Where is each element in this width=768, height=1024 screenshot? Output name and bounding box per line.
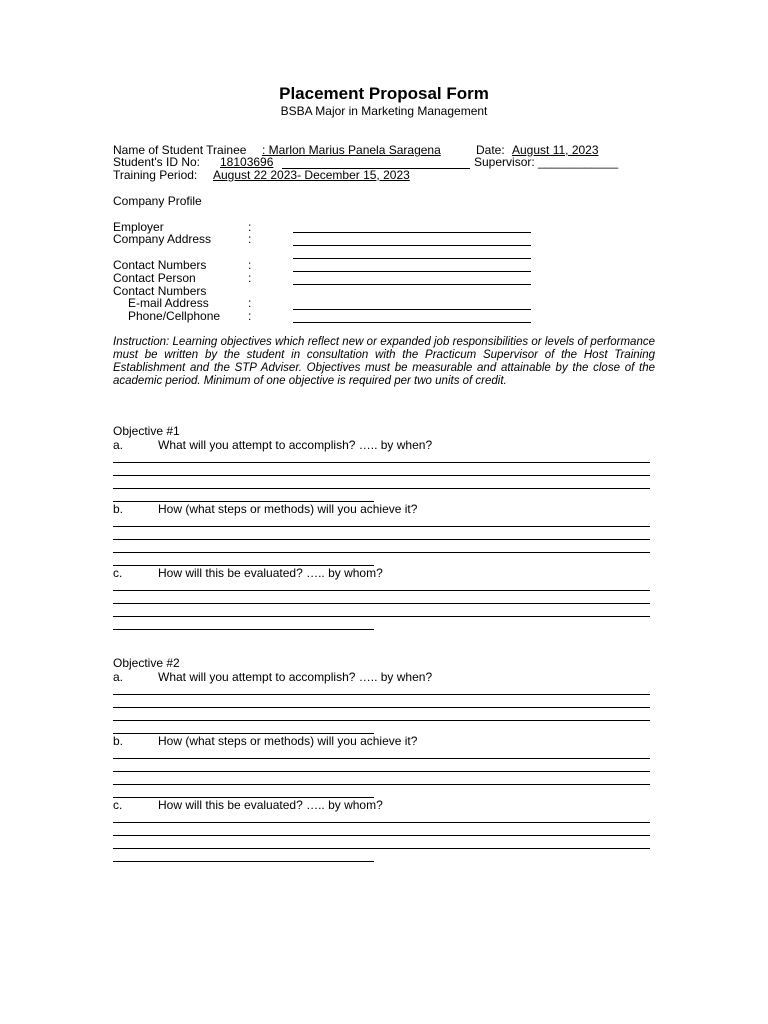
training-period-value: August 22 2023- December 15, 2023 bbox=[213, 168, 410, 182]
objective-1-c-answer-line[interactable] bbox=[113, 590, 650, 591]
objective-2-a-answer-line[interactable] bbox=[113, 707, 650, 708]
objective-2-b-letter: b. bbox=[113, 734, 124, 748]
date-label: Date: bbox=[476, 143, 505, 157]
employer-field-line[interactable] bbox=[293, 232, 531, 233]
objective-1-c-letter: c. bbox=[113, 566, 123, 580]
contact-numbers-label: Contact Numbers bbox=[113, 258, 207, 272]
training-period-label: Training Period: bbox=[113, 168, 198, 182]
objective-1-b-question: How (what steps or methods) will you achieve it? bbox=[158, 502, 418, 516]
company-address-field-line-2[interactable] bbox=[293, 258, 531, 259]
contact-person-colon: : bbox=[248, 271, 252, 285]
objective-1-c-answer-line[interactable] bbox=[113, 603, 650, 604]
company-address-label: Company Address bbox=[113, 232, 212, 246]
objective-2-c-answer-line[interactable] bbox=[113, 861, 374, 862]
company-address-colon: : bbox=[248, 232, 252, 246]
objective-1-c-answer-line[interactable] bbox=[113, 629, 374, 630]
supervisor-label: Supervisor: ____________ bbox=[474, 155, 619, 169]
objective-2-heading: Objective #2 bbox=[113, 656, 180, 670]
instruction-paragraph: Instruction: Learning objectives which reflect new or expanded job responsibilities or levels of performance must be written by the student in consultation with the Practicum Supervisor of the Host Training Establishment and the STP Adviser. Objectives must be measurable and attainable by the close of the academic period. Minimum of one objective is required per two units of credit. bbox=[113, 336, 655, 387]
objective-2-a-answer-line[interactable] bbox=[113, 720, 650, 721]
employer-colon: : bbox=[248, 220, 252, 234]
objective-2-b-answer-line[interactable] bbox=[113, 771, 650, 772]
page-subtitle: BSBA Major in Marketing Management bbox=[280, 104, 488, 118]
page-title: Placement Proposal Form bbox=[279, 84, 489, 103]
objective-1-b-answer-line[interactable] bbox=[113, 552, 650, 553]
contact-person-field-line[interactable] bbox=[293, 284, 531, 285]
contact-person-label: Contact Person bbox=[113, 271, 196, 285]
company-address-field-line[interactable] bbox=[293, 245, 531, 246]
objective-1-c-question: How will this be evaluated? ….. by whom? bbox=[158, 566, 383, 580]
objective-2-c-answer-line[interactable] bbox=[113, 848, 650, 849]
date-value: August 11, 2023 bbox=[512, 143, 599, 157]
contact-numbers-2-label: Contact Numbers bbox=[113, 284, 207, 298]
objective-2-c-answer-line[interactable] bbox=[113, 822, 650, 823]
objective-1-b-letter: b. bbox=[113, 502, 124, 516]
phone-colon: : bbox=[248, 309, 252, 323]
objective-1-c-answer-line[interactable] bbox=[113, 616, 650, 617]
email-colon: : bbox=[248, 296, 252, 310]
objective-1-b-answer-line[interactable] bbox=[113, 526, 650, 527]
objective-1-a-answer-line[interactable] bbox=[113, 462, 650, 463]
objective-1-a-answer-line[interactable] bbox=[113, 488, 650, 489]
phone-label: Phone/Cellphone bbox=[128, 309, 221, 323]
student-id-label: Student's ID No: bbox=[113, 155, 200, 169]
company-profile-label: Company Profile bbox=[113, 194, 202, 208]
objective-2-b-answer-line[interactable] bbox=[113, 758, 650, 759]
objective-2-c-answer-line[interactable] bbox=[113, 835, 650, 836]
objective-2-b-answer-line[interactable] bbox=[113, 784, 650, 785]
phone-field-line[interactable] bbox=[293, 322, 531, 323]
trainee-name-label: Name of Student Trainee bbox=[113, 143, 247, 157]
objective-1-heading: Objective #1 bbox=[113, 424, 180, 438]
email-label: E-mail Address bbox=[128, 296, 209, 310]
employer-label: Employer bbox=[113, 220, 164, 234]
objective-2-a-question: What will you attempt to accomplish? ….. by when? bbox=[158, 670, 433, 684]
objective-2-a-answer-line[interactable] bbox=[113, 694, 650, 695]
trainee-name-value: : Marlon Marius Panela Saragena bbox=[262, 143, 441, 157]
contact-numbers-colon: : bbox=[248, 258, 252, 272]
contact-numbers-field-line[interactable] bbox=[293, 271, 531, 272]
objective-2-b-question: How (what steps or methods) will you achieve it? bbox=[158, 734, 418, 748]
objective-2-a-letter: a. bbox=[113, 670, 124, 684]
student-id-value: 18103696 bbox=[220, 155, 274, 169]
email-field-line[interactable] bbox=[293, 309, 531, 310]
objective-1-a-answer-line[interactable] bbox=[113, 475, 650, 476]
objective-1-b-answer-line[interactable] bbox=[113, 539, 650, 540]
objective-1-a-question: What will you attempt to accomplish? ….. by when? bbox=[158, 438, 433, 452]
objective-2-c-question: How will this be evaluated? ….. by whom? bbox=[158, 798, 383, 812]
objective-1-a-letter: a. bbox=[113, 438, 124, 452]
objective-2-c-letter: c. bbox=[113, 798, 123, 812]
